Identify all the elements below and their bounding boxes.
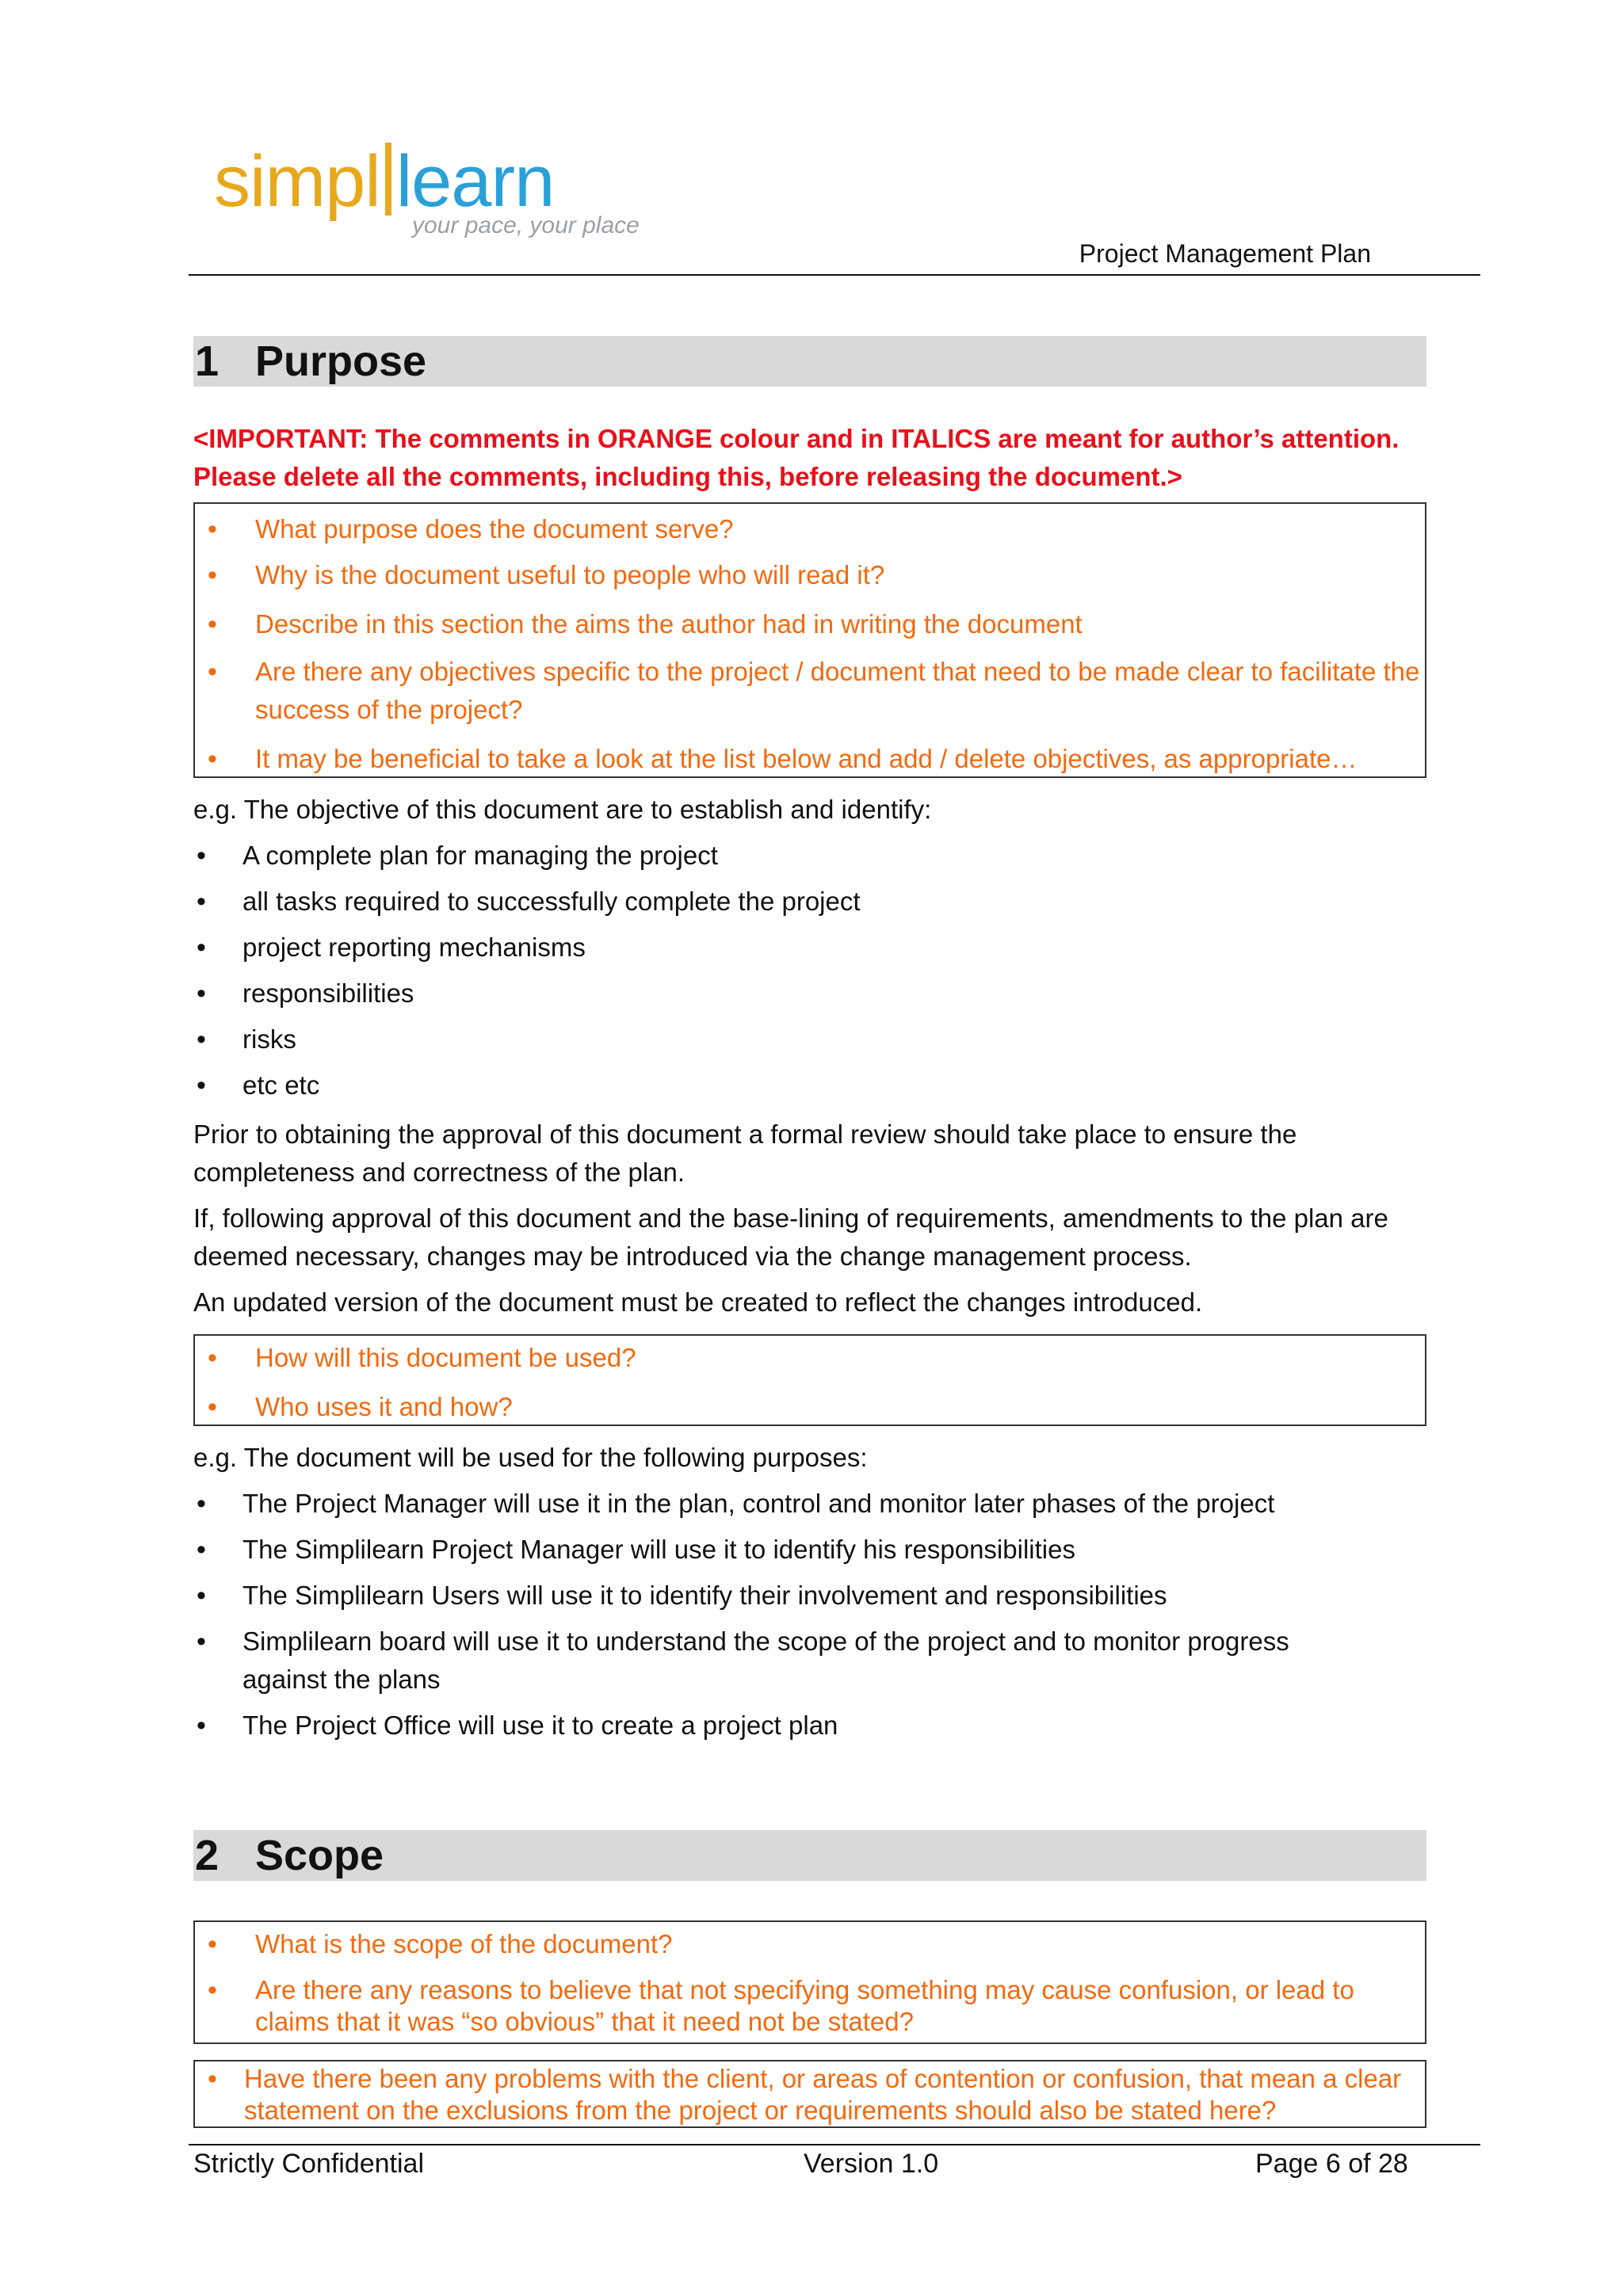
section-1-heading [193,336,1426,387]
list-item: • Simplilearn board will use it to understand the scope of the project and to monitor progress against the plans [193,1623,1445,1699]
important-notice: <IMPORTANT: The comments in ORANGE colour and in ITALICS are meant for author’s attention. Please delete all the comments, including this, before releasing the document.> [193,424,1400,491]
footer-confidential: Strictly Confidential [193,2149,425,2179]
list-item: • risks [193,1020,1445,1058]
usage-list [193,1485,1445,1745]
comment-item: • Why is the document useful to people who will read it? [195,556,1425,594]
logo-wordmark [214,141,555,222]
section-1-title: Purpose [255,338,427,385]
list-item: • The Simplilearn Users will use it to identify their involvement and responsibilities [193,1577,1445,1615]
list-item: • responsibilities [193,974,1445,1013]
comment-item: • What purpose does the document serve? [195,510,1425,548]
comment-item: • What is the scope of the document? [195,1925,1425,1963]
logo-tagline: your pace, your place [412,212,640,238]
comment-item: • Are there any reasons to believe that not specifying something may cause confusion, or lead to claims that it was “so obvious” that it need not be stated? [195,1974,1425,2038]
objectives-intro: e.g. The objective of this document are to establish and identify: [193,795,932,824]
list-item: • all tasks required to successfully complete the project [193,883,1445,921]
simplilearn-logo [214,143,658,254]
header-divider [189,274,1480,276]
paragraph-updated-version: An updated version of the document must be created to reflect the changes introduced. [193,1287,1203,1317]
section-2-number: 2 [195,1832,220,1879]
section-2-title: Scope [255,1832,384,1879]
comment-item: • Are there any objectives specific to the project / document that need to be made clear to facilitate the success of the project? [195,653,1425,729]
objectives-list [193,837,1445,1104]
paragraph-amendments: If, following approval of this document and the base-lining of requirements, amendments to the plan are deemed necessary, changes may be introduced via the change management process. [193,1203,1388,1271]
comment-item: • Who uses it and how? [195,1388,1425,1426]
section-1-number: 1 [195,338,220,385]
footer-divider [189,2144,1480,2145]
footer-page-number: Page 6 of 28 [1255,2149,1408,2179]
comment-box-purpose [193,502,1426,778]
list-item: • The Simplilearn Project Manager will use it to identify his responsibilities [193,1531,1445,1569]
comment-box-exclusions [193,2060,1426,2128]
footer-version: Version 1.0 [804,2149,939,2179]
list-item: • project reporting mechanisms [193,929,1445,967]
logo-text-simpl: simpl [214,141,380,222]
logo-text-learn: learn [395,141,555,222]
comment-item: • How will this document be used? [195,1339,1425,1377]
comment-item: • Have there been any problems with the client, or areas of contention or confusion, that mean a clear statement on the exclusions from the project or requirements should also be stated here? [195,2063,1425,2126]
logo-i-bar-icon [385,143,391,215]
usage-intro: e.g. The document will be used for the following purposes: [193,1443,868,1472]
comment-box-scope [193,1920,1426,2044]
header-document-title: Project Management Plan [1079,239,1371,268]
list-item: • A complete plan for managing the project [193,837,1445,875]
comment-box-usage [193,1334,1426,1426]
section-2-heading [193,1830,1426,1881]
comment-item: • Describe in this section the aims the author had in writing the document [195,605,1425,643]
list-item: • The Project Manager will use it in the plan, control and monitor later phases of the project [193,1485,1445,1523]
list-item: • etc etc [193,1066,1445,1104]
comment-item: • It may be beneficial to take a look at the list below and add / delete objectives, as appropriate… [195,740,1425,778]
paragraph-review: Prior to obtaining the approval of this document a formal review should take place to ensure the completeness and correctness of the plan. [193,1119,1297,1187]
list-item: • The Project Office will use it to create a project plan [193,1707,1445,1745]
